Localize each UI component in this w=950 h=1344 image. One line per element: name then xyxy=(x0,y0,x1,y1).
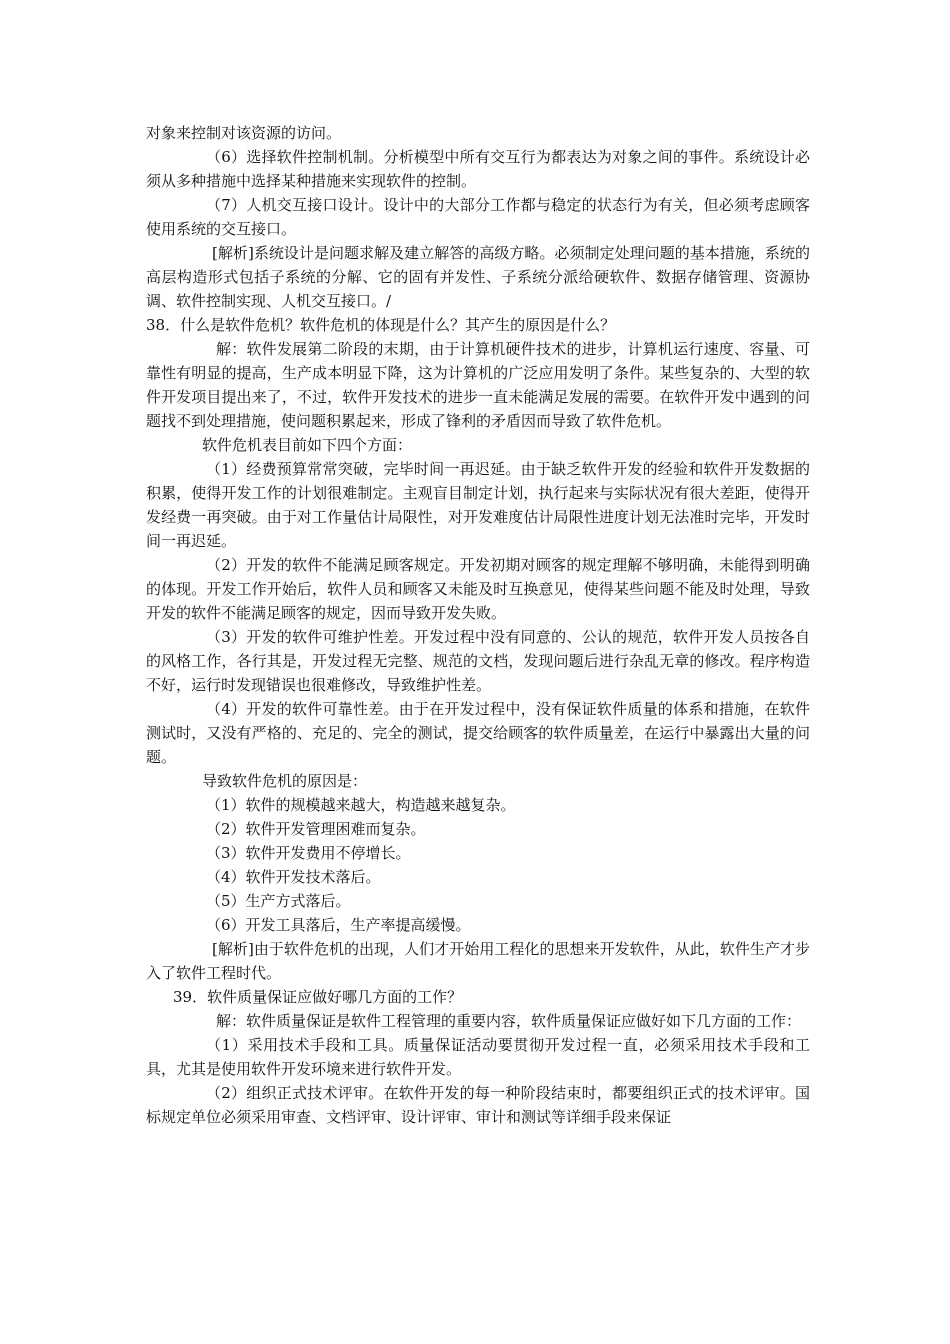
paragraph: （4）软件开发技术落后。 xyxy=(206,868,381,886)
paragraph: （7）人机交互接口设计。设计中的大部分工作都与稳定的状态行为有关，但必须考虑顾客使用系统的交互接口。 xyxy=(146,196,810,238)
paragraph: （1）软件的规模越来越大，构造越来越复杂。 xyxy=(206,796,516,814)
paragraph: （1）采用技术手段和工具。质量保证活动要贯彻开发过程一直，必须采用技术手段和工具，尤其是使用软件开发环境来进行软件开发。 xyxy=(146,1036,810,1078)
paragraph: （2）组织正式技术评审。在软件开发的每一种阶段结束时，都要组织正式的技术评审。国标规定单位必须采用审查、文档评审、设计评审、审计和测试等详细手段来保证 xyxy=(146,1084,810,1126)
paragraph: （6）开发工具落后，生产率提高缓慢。 xyxy=(206,916,471,934)
paragraph: （3）软件开发费用不停增长。 xyxy=(206,844,411,862)
paragraph: 38．什么是软件危机？软件危机的体现是什么？其产生的原因是什么？ xyxy=(146,316,616,334)
paragraph: 对象来控制对该资源的访问。 xyxy=(146,124,342,142)
paragraph: 39．软件质量保证应做好哪几方面的工作？ xyxy=(173,988,463,1006)
paragraph: 解：软件发展第二阶段的末期，由于计算机硬件技术的进步，计算机运行速度、容量、可靠性有明显的提高，生产成本明显下降，这为计算机的广泛应用发明了条件。某些复杂的、大型的软件开发项目提出来了，不过，软件开发技术的进步一直未能满足发展的需要。在软件开发中遇到的问题找不到处理措施，使问题积累起来，形成了锋利的矛盾因而导致了软件危机。 xyxy=(146,340,810,430)
document-body xyxy=(146,121,810,1129)
paragraph: [解析]系统设计是问题求解及建立解答的高级方略。必须制定处理问题的基本措施，系统的高层构造形式包括子系统的分解、它的固有并发性、子系统分派给硬软件、数据存储管理、资源协调、软件控制实现、人机交互接口。/ xyxy=(146,244,810,310)
paragraph: 解：软件质量保证是软件工程管理的重要内容，软件质量保证应做好如下几方面的工作： xyxy=(216,1012,802,1030)
paragraph: （1）经费预算常常突破，完毕时间一再迟延。由于缺乏软件开发的经验和软件开发数据的积累，使得开发工作的计划很难制定。主观盲目制定计划，执行起来与实际状况有很大差距，使得开发经费一再突破。由于对工作量估计局限性，对开发难度估计局限性进度计划无法准时完毕，开发时间一再迟延。 xyxy=(146,460,810,550)
paragraph: （6）选择软件控制机制。分析模型中所有交互行为都表达为对象之间的事件。系统设计必须从多种措施中选择某种措施来实现软件的控制。 xyxy=(146,148,810,190)
paragraph: 导致软件危机的原因是： xyxy=(202,772,368,790)
paragraph: （2）软件开发管理困难而复杂。 xyxy=(206,820,426,838)
paragraph: （5）生产方式落后。 xyxy=(206,892,351,910)
paragraph: （4）开发的软件可靠性差。由于在开发过程中，没有保证软件质量的体系和措施，在软件测试时，又没有严格的、充足的、完全的测试，提交给顾客的软件质量差，在运行中暴露出大量的问题。 xyxy=(146,700,810,766)
paragraph: [解析]由于软件危机的出现，人们才开始用工程化的思想来开发软件，从此，软件生产才步入了软件工程时代。 xyxy=(146,940,810,982)
paragraph: （2）开发的软件不能满足顾客规定。开发初期对顾客的规定理解不够明确，未能得到明确的体现。开发工作开始后，软件人员和顾客又未能及时互换意见，使得某些问题不能及时处理，导致开发的软件不能满足顾客的规定，因而导致开发失败。 xyxy=(146,556,810,622)
paragraph: （3）开发的软件可维护性差。开发过程中没有同意的、公认的规范，软件开发人员按各自的风格工作，各行其是，开发过程无完整、规范的文档，发现问题后进行杂乱无章的修改。程序构造不好，运行时发现错误也很难修改，导致维护性差。 xyxy=(146,628,810,694)
paragraph: 软件危机表目前如下四个方面： xyxy=(202,436,413,454)
